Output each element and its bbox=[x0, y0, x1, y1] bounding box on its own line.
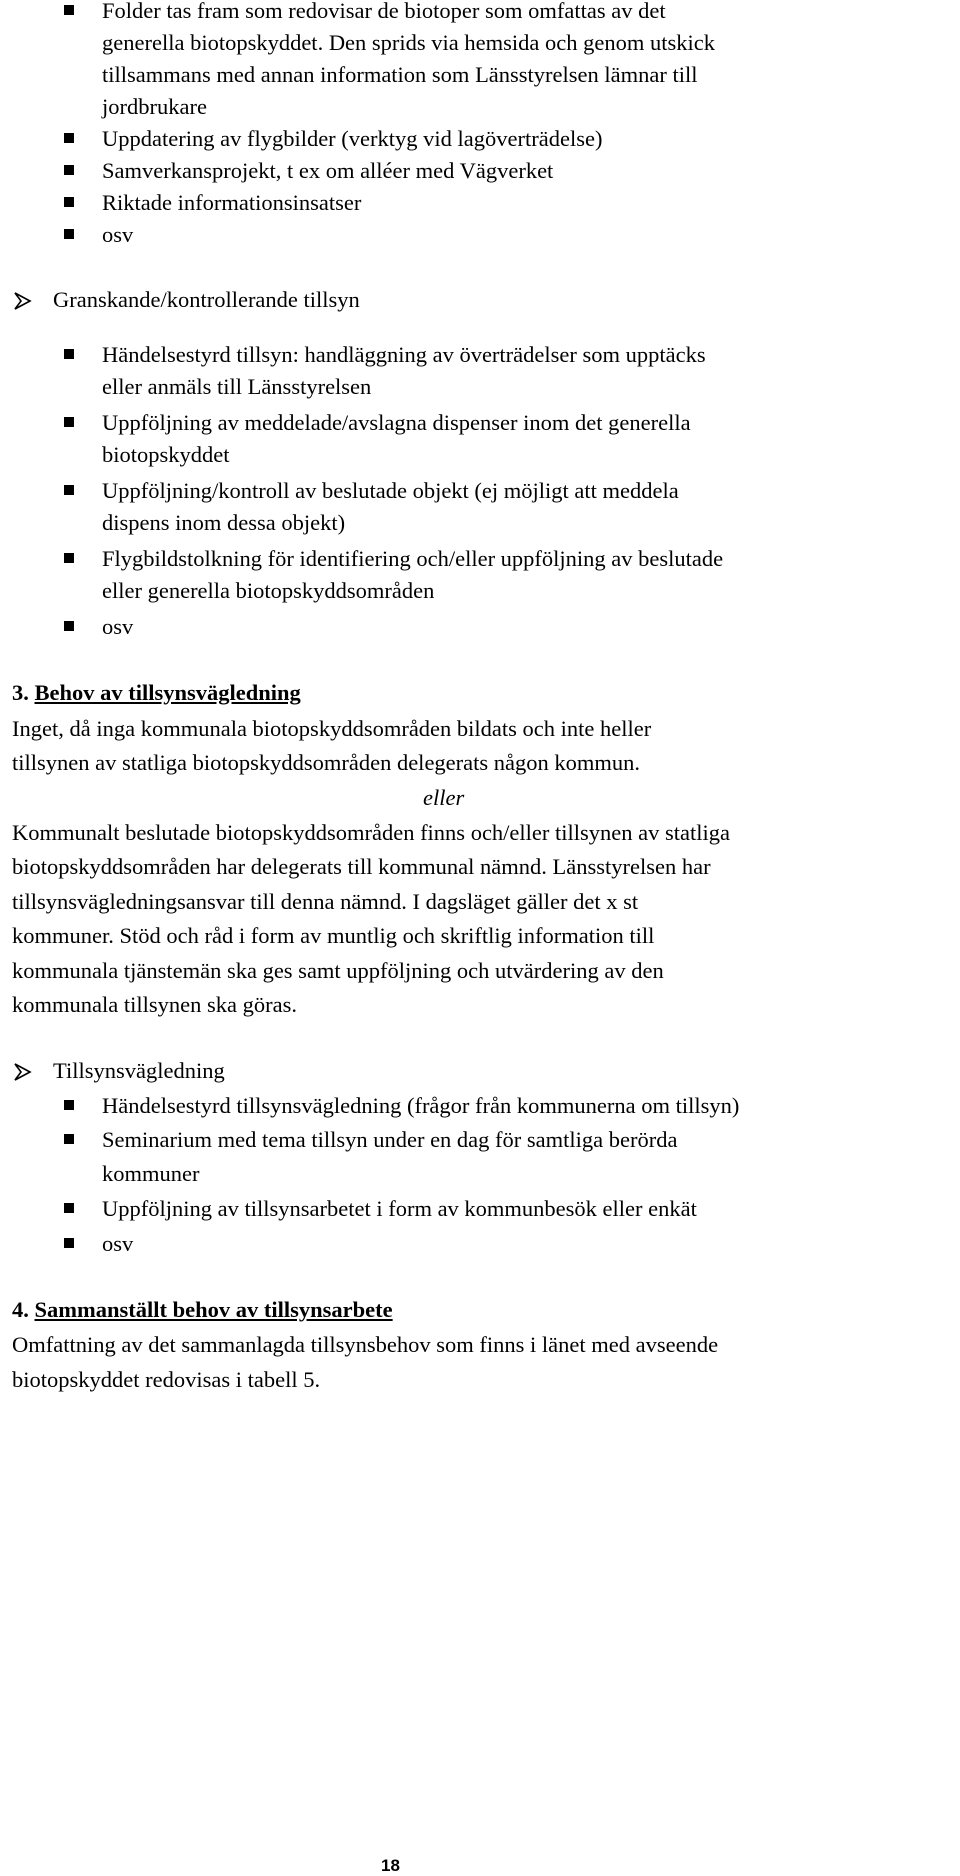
list-item-line: Uppföljning av meddelade/avslagna dispenser inom det generella bbox=[102, 410, 691, 435]
list-item-line: Flygbildstolkning för identifiering och/eller uppföljning av beslutade bbox=[102, 546, 724, 571]
paragraph-line: Omfattning av det sammanlagda tillsynsbehov som finns i länet med avseende bbox=[12, 1332, 719, 1357]
paragraph-line: kommunala tillsynen ska göras. bbox=[12, 992, 297, 1017]
group-heading: Granskande/kontrollerande tillsyn bbox=[53, 287, 360, 312]
list-item-line: Uppdatering av flygbilder (verktyg vid lagöverträdelse) bbox=[102, 126, 603, 151]
list-item-line: dispens inom dessa objekt) bbox=[102, 510, 346, 535]
list-item-line: Samverkansprojekt, t ex om alléer med Vägverket bbox=[102, 158, 554, 183]
paragraph-line: kommuner. Stöd och råd i form av muntlig och skriftlig information till bbox=[12, 923, 655, 948]
list-item-line: Folder tas fram som redovisar de biotoper som omfattas av det bbox=[102, 0, 666, 23]
list-item-line: kommuner bbox=[102, 1161, 200, 1186]
section-title: Sammanställt behov av tillsynsarbete bbox=[34, 1297, 393, 1322]
paragraph-line: tillsynen av statliga biotopskyddsområden delegerats någon kommun. bbox=[12, 750, 641, 775]
bullet-square-icon bbox=[64, 485, 74, 495]
bullet-square-icon bbox=[64, 417, 74, 427]
paragraph-line: Inget, då inga kommunala biotopskyddsområden bildats och inte heller bbox=[12, 716, 652, 741]
list-item-line: Uppföljning/kontroll av beslutade objekt (ej möjligt att meddela bbox=[102, 478, 679, 503]
paragraph-line: biotopskyddet redovisas i tabell 5. bbox=[12, 1367, 321, 1392]
bullet-square-icon bbox=[64, 229, 74, 239]
section-title: Behov av tillsynsvägledning bbox=[34, 680, 301, 705]
list-item-line: biotopskyddet bbox=[102, 442, 230, 467]
paragraph-line: kommunala tjänstemän ska ges samt uppföljning och utvärdering av den bbox=[12, 958, 664, 983]
list-item-line: Händelsestyrd tillsyn: handläggning av överträdelser som upptäcks bbox=[102, 342, 706, 367]
paragraph-line: biotopskyddsområden har delegerats till kommunal nämnd. Länsstyrelsen har bbox=[12, 854, 711, 879]
bullet-square-icon bbox=[64, 621, 74, 631]
list-item-line: osv bbox=[102, 614, 134, 639]
section-number: 3. bbox=[12, 680, 29, 705]
bullet-square-icon bbox=[64, 5, 74, 15]
bullet-square-icon bbox=[64, 165, 74, 175]
list-item-line: jordbrukare bbox=[102, 94, 207, 119]
list-item-line: Uppföljning av tillsynsarbetet i form av kommunbesök eller enkät bbox=[102, 1196, 697, 1221]
list-item-line: osv bbox=[102, 1231, 134, 1256]
list-item-line: osv bbox=[102, 222, 134, 247]
bullet-square-icon bbox=[64, 553, 74, 563]
arrow-bullet-icon bbox=[12, 290, 34, 312]
bullet-square-icon bbox=[64, 1100, 74, 1110]
bullet-square-icon bbox=[64, 1134, 74, 1144]
section-number: 4. bbox=[12, 1297, 29, 1322]
list-item-line: generella biotopskyddet. Den sprids via hemsida och genom utskick bbox=[102, 30, 715, 55]
arrow-bullet-icon bbox=[12, 1061, 34, 1083]
paragraph-line: tillsynsvägledningsansvar till denna nämnd. I dagsläget gäller det x st bbox=[12, 889, 639, 914]
paragraph-line: Kommunalt beslutade biotopskyddsområden finns och/eller tillsynen av statliga bbox=[12, 820, 730, 845]
list-item-line: Riktade informationsinsatser bbox=[102, 190, 362, 215]
list-item-line: eller generella biotopskyddsområden bbox=[102, 578, 435, 603]
page-number: 18 bbox=[381, 1856, 400, 1875]
list-item-line: tillsammans med annan information som Länsstyrelsen lämnar till bbox=[102, 62, 698, 87]
list-item-line: Händelsestyrd tillsynsvägledning (frågor från kommunerna om tillsyn) bbox=[102, 1093, 740, 1118]
bullet-square-icon bbox=[64, 349, 74, 359]
section-heading-3 bbox=[12, 678, 301, 708]
bullet-square-icon bbox=[64, 133, 74, 143]
group-heading: Tillsynsvägledning bbox=[53, 1058, 225, 1083]
bullet-square-icon bbox=[64, 1238, 74, 1248]
list-item-line: Seminarium med tema tillsyn under en dag för samtliga berörda bbox=[102, 1127, 678, 1152]
bullet-square-icon bbox=[64, 1203, 74, 1213]
or-separator: eller bbox=[423, 785, 465, 810]
section-heading-4 bbox=[12, 1295, 393, 1325]
bullet-square-icon bbox=[64, 197, 74, 207]
list-item-line: eller anmäls till Länsstyrelsen bbox=[102, 374, 372, 399]
